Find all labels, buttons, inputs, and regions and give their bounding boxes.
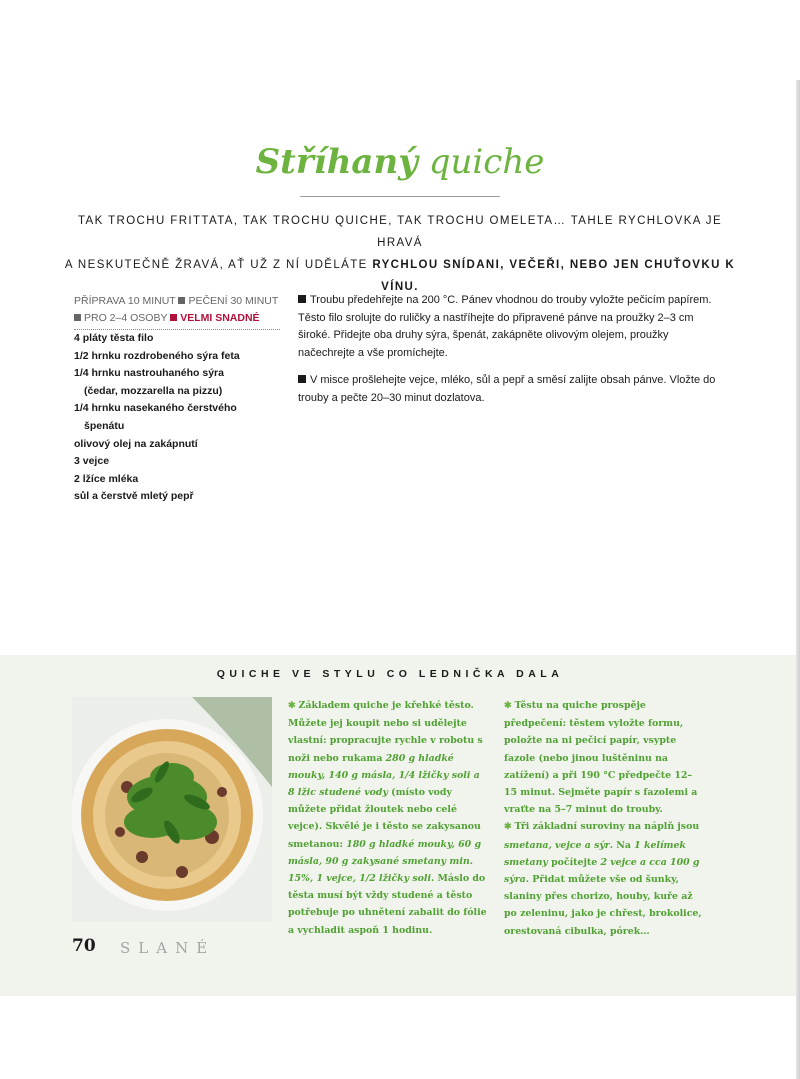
method-step	[298, 292, 718, 362]
square-bullet-icon	[298, 295, 306, 303]
tip-paragraph	[504, 697, 704, 818]
ingredient-item: 4 pláty těsta filo	[74, 332, 154, 344]
ingredient-item: 1/2 hrnku rozdrobeného sýra feta	[74, 349, 240, 362]
intro-line2-bold: RYCHLOU SNÍDANI, VEČEŘI, NEBO JEN CHUŤOVKU K VÍNU.	[372, 259, 736, 293]
square-bullet-icon	[298, 375, 306, 383]
page-number: 70	[72, 936, 96, 956]
square-bullet-icon	[178, 297, 185, 304]
tip-paragraph	[504, 818, 704, 939]
ingredient-item: olivový olej na zakápnutí	[74, 437, 198, 450]
tip-column-2	[504, 697, 704, 940]
tip-emphasis: 1 kelímek smetany	[504, 839, 686, 868]
tip-text: Těstu na quiche prospěje předpečení: těstem vyložte formu, položte na ni pečicí papír, vsypte fazole (nebo jinou luštěninu na zatížení) a při 190 °C předpečte 12–15 minut. Sejměte papír s fazolemi a vraťte na 5–7 minut do trouby.	[504, 700, 698, 816]
ingredient-item: špenátu	[84, 419, 125, 432]
ingredient-item: 2 lžíce mléka	[74, 472, 139, 485]
title-divider	[300, 196, 500, 197]
quiche-illustration	[72, 697, 272, 922]
ingredient-list	[74, 330, 289, 506]
square-bullet-icon	[74, 314, 81, 321]
title-bold: Stříhaný	[255, 142, 418, 182]
recipe-title	[0, 142, 800, 182]
method-step-text: V misce prošlehejte vejce, mléko, sůl a pepř a směsí zalijte obsah pánve. Vložte do trouby a pečte 20–30 minut dozlatova.	[298, 374, 716, 404]
tip-text: Tři základní suroviny na náplň jsou	[514, 821, 700, 833]
tip-text: (místo vody můžete přidat žloutek nebo celé vejce). Skvělé je i těsto se zakysanou smetanou:	[288, 787, 481, 850]
intro-line1: TAK TROCHU FRITTATA, TAK TROCHU QUICHE, TAK TROCHU OMELETA… TAHLE RYCHLOVKA JE HRAVÁ	[77, 215, 723, 249]
asterisk-icon: ✱	[504, 701, 512, 711]
recipe-intro	[60, 210, 740, 298]
tip-emphasis: 280 g hladké mouky, 140 g másla, 1/4 lžičky soli a 8 lžic studené vody	[288, 752, 480, 799]
asterisk-icon: ✱	[288, 701, 296, 711]
tip-column-1	[288, 697, 488, 939]
tip-text: . Máslo do těsta musí být vždy studené a těsto potřebuje po uhnětení zabalit do fólie a vychladit aspoň 1 hodinu.	[288, 873, 487, 936]
tip-emphasis: 2 vejce a cca 100 g sýra	[504, 856, 700, 886]
square-bullet-red-icon	[170, 314, 177, 321]
bake-time: PEČENÍ 30 MINUT	[188, 295, 279, 307]
page-edge	[796, 80, 800, 1079]
ingredient-item: 1/4 hrnku nasekaného čerstvého	[74, 402, 237, 415]
meta-row-time	[74, 293, 280, 310]
tip-paragraph	[288, 697, 488, 939]
tip-text: Základem quiche je křehké těsto. Můžete jej koupit nebo si udělejte vlastní: propracujte rychle v robotu s noži nebo rukama	[288, 700, 483, 764]
prep-time: PŘÍPRAVA 10 MINUT	[74, 295, 176, 307]
method-step	[298, 372, 718, 407]
quiche-photo	[72, 697, 272, 922]
servings: PRO 2–4 OSOBY	[84, 312, 168, 324]
ingredient-item: 3 vejce	[74, 455, 110, 468]
recipe-meta	[74, 293, 280, 330]
sidebar-title: QUICHE VE STYLU CO LEDNIČKA DALA	[216, 668, 564, 680]
tip-emphasis: smetana, vejce a sýr	[504, 839, 610, 851]
tip-text: . Na	[609, 839, 635, 851]
tip-text: počítejte	[547, 856, 601, 868]
intro-line2-prefix: A NESKUTEČNĚ ŽRAVÁ, AŤ UŽ Z NÍ UDĚLÁTE	[64, 259, 373, 271]
difficulty: VELMI SNADNÉ	[180, 312, 260, 324]
ingredient-item: (čedar, mozzarella na pizzu)	[84, 384, 223, 397]
section-name: SLANÉ	[120, 939, 216, 957]
meta-row-serves	[74, 310, 280, 327]
ingredient-item: 1/4 hrnku nastrouhaného sýra	[74, 367, 224, 380]
tip-text: . Přidat můžete vše od šunky, slaniny přes chorizo, houby, kuře až po zeleninu, jako je chřest, brokolice, orestovaná cibulka, pórek…	[504, 874, 702, 937]
title-italic: quiche	[428, 142, 545, 182]
ingredient-item: sůl a čerstvě mletý pepř	[74, 490, 194, 503]
method-steps	[298, 292, 718, 417]
asterisk-icon: ✱	[504, 822, 512, 833]
method-step-text: Troubu předehřejte na 200 °C. Pánev vhodnou do trouby vyložte pečicím papírem. Těsto filo srolujte do ruličky a nastříhejte do připravené pánve na proužky 2–3 cm široké. Přidejte oba druhy sýra, špenát, zakápněte olivovým olejem, proužky načechrejte a vše promíchejte.	[298, 294, 712, 359]
tip-emphasis: 180 g hladké mouky, 60 g másla, 90 g zakysané smetany min. 15%, 1 vejce, 1/2 lžičky soli	[288, 838, 481, 885]
